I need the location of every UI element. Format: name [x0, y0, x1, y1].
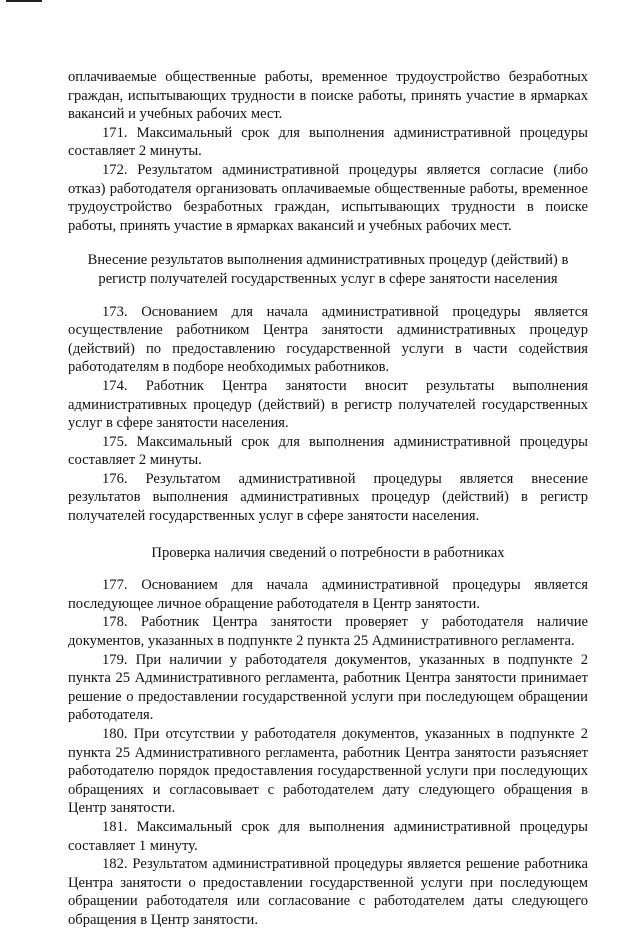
paragraph-176: 176. Результатом административной процедуры является внесение результатов выполнения административных процедур (действий) в регистр получателей государственных услуг в сфере занятости населения.: [68, 470, 588, 525]
paragraph-178: 178. Работник Центра занятости проверяет у работодателя наличие документов, указанных в подпункте 2 пункта 25 Административного регламента.: [68, 614, 588, 650]
paragraph-175: 175. Максимальный срок для выполнения административной процедуры составляет 2 минуты.: [68, 433, 588, 469]
paragraph-continuation: оплачиваемые общественные работы, временное трудоустройство безработных граждан, испытывающих трудности в поиске работы, принять участие в ярмарках вакансий и учебных рабочих мест.: [68, 69, 588, 123]
paragraph-182: 182. Результатом административной процедуры является решение работника Центра занятости о предоставлении государственной услуги при последующем обращении работодателя или согласование с работодателем даты следующего обращения в Центр занятости.: [68, 856, 588, 928]
section-heading-verification: Проверка наличия сведений о потребности в работниках: [151, 544, 505, 561]
paragraph-180: 180. При отсутствии у работодателя документов, указанных в подпункте 2 пункта 25 Административного регламента, работник Центра занятости разъясняет работодателю порядок предоставления государственной услуги при последующих обращениях и согласовывает с работодателем дату следующего обращения в Центр занятости.: [68, 726, 588, 817]
paragraph-173: 173. Основанием для начала административной процедуры является осуществление работником Центра занятости административных процедур (действий) по предоставлению государственной услуги в части содействия работодателям в подборе необходимых работников.: [68, 303, 588, 376]
paragraph-172: 172. Результатом административной процедуры является согласие (либо отказ) работодателя организовать оплачиваемые общественные работы, временное трудоустройство безработных граждан, испытывающих трудности в поиске работы, принять участие в ярмарках вакансий и учебных рабочих мест.: [68, 161, 588, 234]
section-heading-registry: Внесение результатов выполнения административных процедур (действий) в регистр получателей государственных услуг в сфере занятости населения: [87, 252, 569, 287]
paragraph-174: 174. Работник Центра занятости вносит результаты выполнения административных процедур (действий) в регистр получателей государственных услуг в сфере занятости населения.: [68, 377, 588, 432]
section-registry: [68, 303, 588, 526]
paragraph-181: 181. Максимальный срок для выполнения административной процедуры составляет 1 минуту.: [68, 818, 588, 854]
scan-edge-mark: [6, 0, 42, 2]
section-verification: [68, 576, 588, 929]
paragraphs-before: [68, 68, 588, 235]
document-page: [68, 68, 588, 930]
paragraph-179: 179. При наличии у работодателя документов, указанных в подпункте 2 пункта 25 Административного регламента, работник Центра занятости принимает решение о предоставлении государственной услуги при последующем обращении работодателя.: [68, 651, 588, 724]
paragraph-177: 177. Основанием для начала административной процедуры является последующее личное обращение работодателя в Центр занятости.: [68, 577, 588, 612]
paragraph-171: 171. Максимальный срок для выполнения административной процедуры составляет 2 минуты.: [68, 124, 588, 160]
